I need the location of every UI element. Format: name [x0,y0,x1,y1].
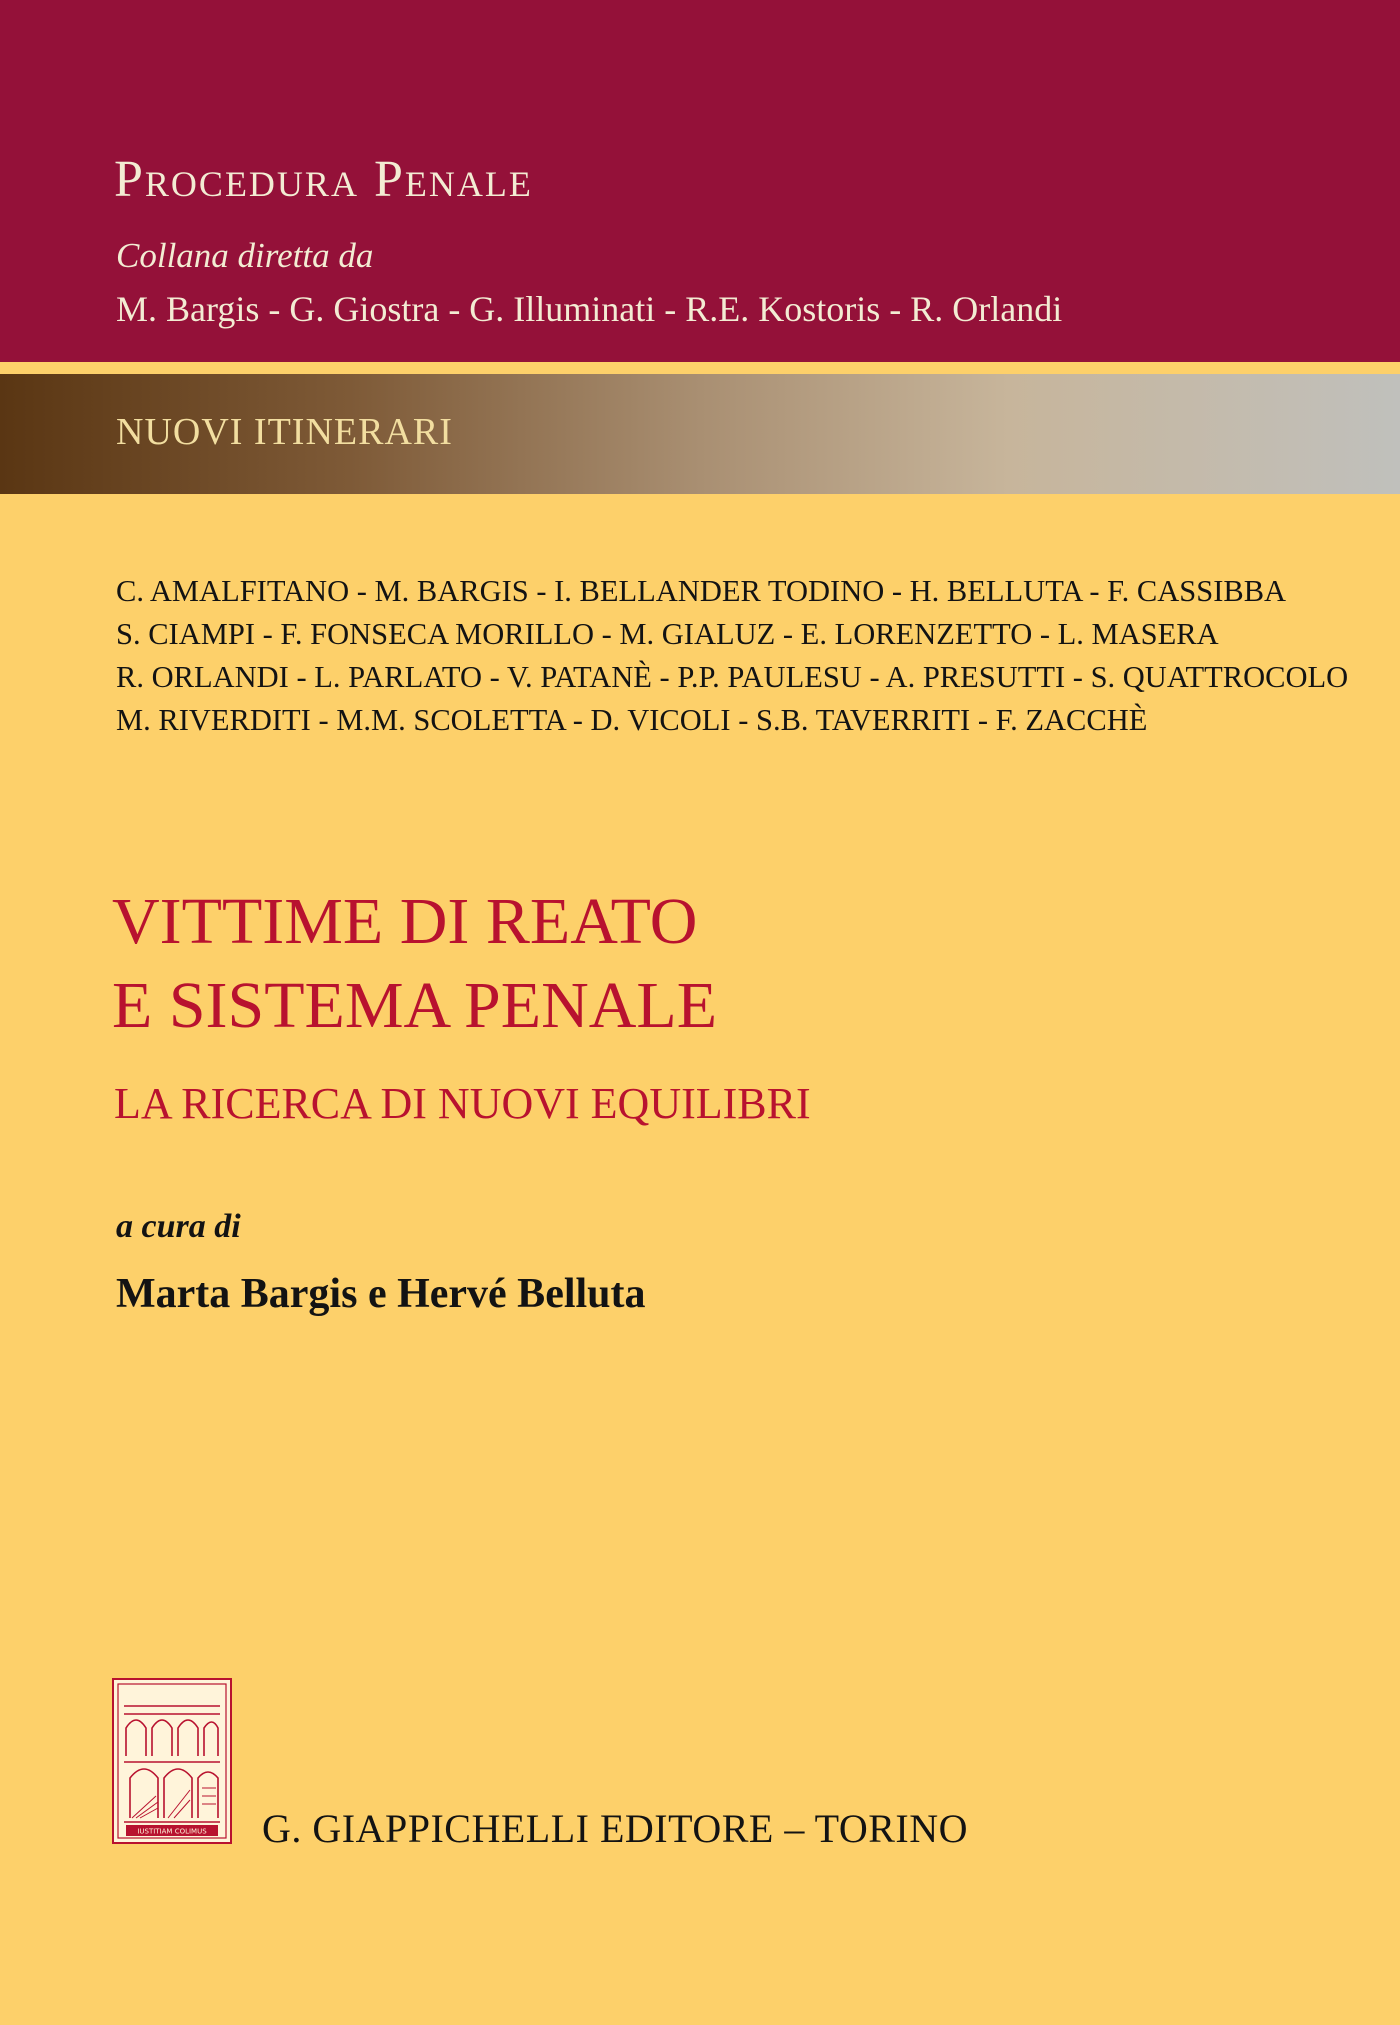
author-line: R. ORLANDI - L. PARLATO - V. PATANÈ - P.P. PAULESU - A. PRESUTTI - S. QUATTROCOLO [116,660,1349,694]
publisher-name: G. GIAPPICHELLI EDITORE – TORINO [262,1806,968,1851]
book-title [112,880,717,1048]
author-line: C. AMALFITANO - M. BARGIS - I. BELLANDER TODINO - H. BELLUTA - F. CASSIBBA [116,574,1287,608]
author-line: M. RIVERDITI - M.M. SCOLETTA - D. VICOLI - S.B. TAVERRITI - F. ZACCHÈ [116,703,1148,737]
series-band [0,0,1400,362]
series-editors: M. Bargis - G. Giostra - G. Illuminati - R.E. Kostoris - R. Orlandi [116,289,1063,329]
author-list [116,570,1348,742]
band-divider [0,362,1400,374]
book-title-line: VITTIME DI REATO [112,885,698,958]
edited-by-label: a cura di [116,1208,241,1245]
author-line: S. CIAMPI - F. FONSECA MORILLO - M. GIALUZ - E. LORENZETTO - L. MASERA [116,617,1219,651]
logo-motto: IUSTITIAM COLIMUS [137,1827,207,1836]
book-editors: Marta Bargis e Hervé Belluta [116,1271,646,1317]
publisher-logo-icon [112,1678,232,1844]
subseries-title: NUOVI ITINERARI [116,411,453,453]
subseries-band [0,374,1400,494]
series-directed-by-label: Collana diretta da [116,236,374,275]
book-subtitle: LA RICERCA DI NUOVI EQUILIBRI [114,1079,811,1128]
book-title-line: E SISTEMA PENALE [112,969,718,1042]
series-title: Procedura Penale [114,151,533,208]
